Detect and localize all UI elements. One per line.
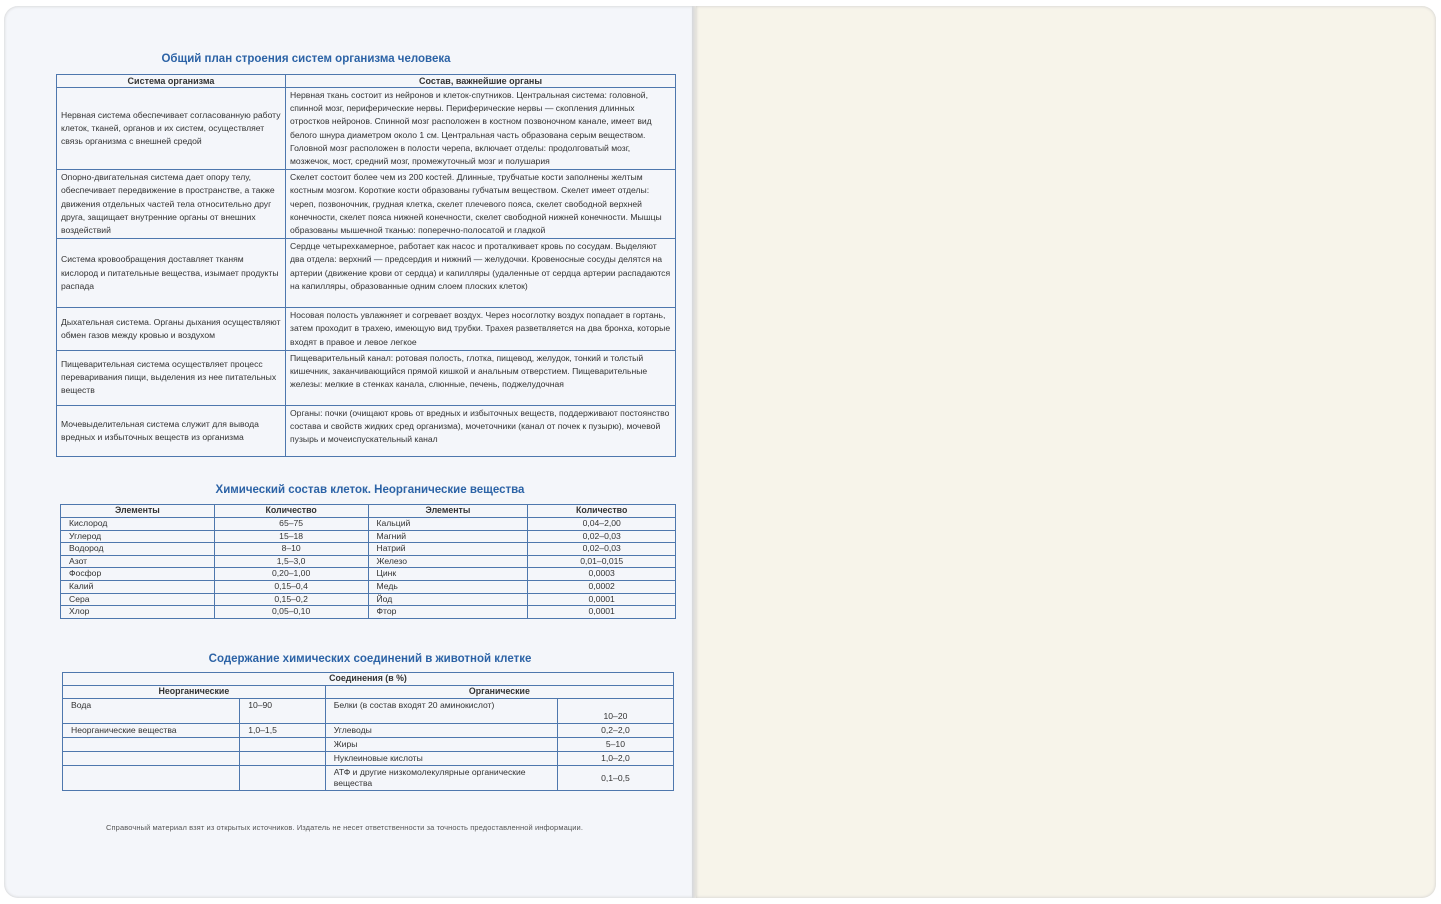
element-amount: 0,0003 [528, 568, 676, 581]
organic-name: Белки (в состав входят 20 аминокислот) [325, 699, 557, 724]
element-amount: 0,02–0,03 [528, 530, 676, 543]
table-row [63, 699, 674, 724]
organic-name: Углеводы [325, 724, 557, 738]
table-row [63, 738, 674, 752]
element-amount: 15–18 [214, 530, 368, 543]
system-cell: Мочевыделительная система служит для вывода вредных и избыточных веществ из организма [57, 405, 286, 456]
header-system: Система организма [57, 75, 286, 88]
table-row [57, 405, 676, 456]
empty-cell [63, 766, 240, 791]
organs-cell: Сердце четырехкамерное, работает как насос и проталкивает кровь по сосудам. Выделяют два отдела: верхний — предсердия и нижний — желудочки. Кровеносные сосуды делятся на артерии (движение крови от сердца) и капилляры (удаленные от сердца артерии распадаются на капилляры, образованные одним слоем плоских клеток) [286, 239, 676, 308]
element-amount: 1,5–3,0 [214, 555, 368, 568]
header-compounds: Соединения (в %) [63, 673, 674, 686]
header-amount: Количество [528, 505, 676, 518]
element-name: Кислород [61, 518, 215, 531]
empty-cell [240, 738, 326, 752]
organic-value: 1,0–2,0 [557, 752, 673, 766]
system-cell: Нервная система обеспечивает согласованную работу клеток, тканей, органов и их систем, осуществляет связь организма с внешней средой [57, 88, 286, 170]
table-row [63, 766, 674, 791]
element-amount: 0,0001 [528, 593, 676, 606]
right-page-blank [696, 6, 1436, 898]
element-amount: 0,0002 [528, 580, 676, 593]
empty-cell [240, 752, 326, 766]
element-name: Хлор [61, 606, 215, 619]
element-name: Железо [368, 555, 528, 568]
compounds-table [62, 672, 674, 791]
table-row [61, 530, 676, 543]
element-name: Медь [368, 580, 528, 593]
organic-name: АТФ и другие низкомолекулярные органические вещества [325, 766, 557, 791]
table-row [63, 752, 674, 766]
organic-value: 10–20 [557, 699, 673, 724]
organic-name: Жиры [325, 738, 557, 752]
system-cell: Пищеварительная система осуществляет процесс переваривания пищи, выделения из нее питательных веществ [57, 350, 286, 405]
table-row [57, 170, 676, 239]
element-name: Натрий [368, 543, 528, 556]
element-name: Фосфор [61, 568, 215, 581]
element-amount: 0,20–1,00 [214, 568, 368, 581]
header-organs: Состав, важнейшие органы [286, 75, 676, 88]
system-cell: Дыхательная система. Органы дыхания осуществляют обмен газов между кровью и воздухом [57, 308, 286, 351]
table-row [61, 543, 676, 556]
organic-name: Нуклеиновые кислоты [325, 752, 557, 766]
header-inorganic: Неорганические [63, 686, 326, 699]
table-row [57, 308, 676, 351]
element-amount: 0,01–0,015 [528, 555, 676, 568]
element-amount: 0,05–0,10 [214, 606, 368, 619]
organs-cell: Органы: почки (очищают кровь от вредных и избыточных веществ, поддерживают постоянство состава и свойств жидких сред организма), мочеточники (канал от почек к пузырю), мочевой пузырь и мочеиспускательный канал [286, 405, 676, 456]
inorganic-value: 10–90 [240, 699, 326, 724]
table-row [61, 606, 676, 619]
table-row [61, 593, 676, 606]
element-name: Углерод [61, 530, 215, 543]
header-elements: Элементы [61, 505, 215, 518]
inorganic-name: Неорганические вещества [63, 724, 240, 738]
organs-cell: Пищеварительный канал: ротовая полость, глотка, пищевод, желудок, тонкий и толстый кишечник, заканчивающийся прямой кишкой и анальным отверстием. Пищеварительные железы: мелкие в стенках канала, слюнные, печень, поджелудочная [286, 350, 676, 405]
table3-title: Содержание химических соединений в животной клетке [208, 653, 532, 665]
table-row [57, 88, 676, 170]
empty-cell [63, 752, 240, 766]
element-amount: 0,0001 [528, 606, 676, 619]
table-row [57, 350, 676, 405]
element-amount: 0,04–2,00 [528, 518, 676, 531]
element-name: Цинк [368, 568, 528, 581]
element-amount: 8–10 [214, 543, 368, 556]
organs-cell: Скелет состоит более чем из 200 костей. Длинные, трубчатые кости заполнены желтым костным мозгом. Короткие кости образованы губчатым веществом. Скелет имеет отделы: череп, позвоночник, грудная клетка, скелет плечевого пояса, скелет свободной верхней конечности, скелет пояса нижней конечности, скелет свободной нижней конечности. Мышцы образованы мышечной тканью: поперечно-полосатой и гладкой [286, 170, 676, 239]
inorganic-name: Вода [63, 699, 240, 724]
chemical-elements-table [60, 504, 676, 619]
header-organic: Органические [325, 686, 673, 699]
organs-cell: Нервная ткань состоит из нейронов и клеток-спутников. Центральная система: головной, спинной мозг, периферические нервы. Периферические нервы — скопления длинных отростков нейронов. Спинной мозг расположен в костном позвоночном канале, имеет вид белого шнура диаметром около 1 см. Центральная часть образована серым веществом. Головной мозг расположен в полости черепа, включает отделы: продолговатый мозг, мозжечок, мост, средний мозг, промежуточный мозг и полушария [286, 88, 676, 170]
disclaimer-text: Справочный материал взят из открытых источников. Издатель не несет ответственности за точность предоставленной информации. [106, 823, 584, 832]
organic-value: 0,1–0,5 [557, 766, 673, 791]
element-name: Водород [61, 543, 215, 556]
header-amount: Количество [214, 505, 368, 518]
element-amount: 0,02–0,03 [528, 543, 676, 556]
element-name: Йод [368, 593, 528, 606]
organic-value: 5–10 [557, 738, 673, 752]
organ-systems-table [56, 74, 676, 457]
element-amount: 0,15–0,4 [214, 580, 368, 593]
organic-value: 0,2–2,0 [557, 724, 673, 738]
table-row [61, 555, 676, 568]
element-name: Кальций [368, 518, 528, 531]
element-name: Магний [368, 530, 528, 543]
empty-cell [63, 738, 240, 752]
table1-title: Общий план строения систем организма человека [161, 53, 451, 65]
system-cell: Система кровообращения доставляет тканям кислород и питательные вещества, изымает продукты распада [57, 239, 286, 308]
table-row [57, 239, 676, 308]
organs-cell: Носовая полость увлажняет и согревает воздух. Через носоглотку воздух попадает в гортань, затем проходит в трахею, имеющую вид трубки. Трахея разветвляется на два бронха, которые входят в правое и левое легкое [286, 308, 676, 351]
element-name: Азот [61, 555, 215, 568]
table2-title: Химический состав клеток. Неорганические вещества [215, 484, 525, 496]
table-row [61, 568, 676, 581]
element-amount: 65–75 [214, 518, 368, 531]
inorganic-value: 1,0–1,5 [240, 724, 326, 738]
element-name: Сера [61, 593, 215, 606]
element-amount: 0,15–0,2 [214, 593, 368, 606]
element-name: Калий [61, 580, 215, 593]
table-row [61, 518, 676, 531]
empty-cell [240, 766, 326, 791]
table-row [61, 580, 676, 593]
system-cell: Опорно-двигательная система дает опору телу, обеспечивает передвижение в пространстве, а также движения отдельных частей тела относительно друг друга, защищает внутренние органы от внешних воздействий [57, 170, 286, 239]
header-elements: Элементы [368, 505, 528, 518]
table-row [63, 724, 674, 738]
element-name: Фтор [368, 606, 528, 619]
